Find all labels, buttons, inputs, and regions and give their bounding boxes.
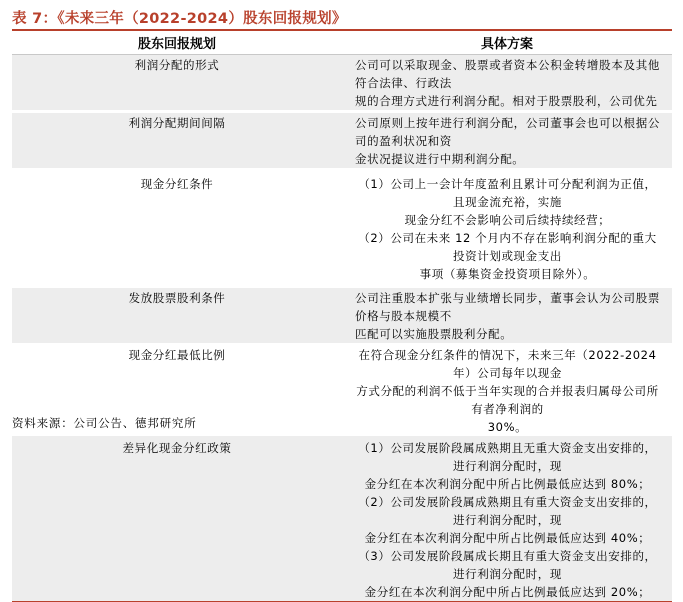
- content-line: 金分红在本次利润分配中所占比例最低应达到 20%；: [364, 584, 651, 599]
- content-line: 规的合理方式进行利润分配。相对于股票股利，公司优先: [355, 93, 658, 108]
- content-line: 金分红在本次利润分配中所占比例最低应达到 40%；: [364, 530, 651, 545]
- content-line: 方式分配的利润不低于当年实现的合并报表归属母公司所有者净利润的: [356, 383, 659, 416]
- row-label: 利润分配期间间隔: [12, 113, 342, 168]
- row-content: [342, 436, 672, 602]
- table-header-row: [12, 32, 672, 54]
- row-content: [342, 113, 672, 168]
- content-line: 金分红在本次利润分配中所占比例最低应达到 80%；: [364, 476, 651, 491]
- table-title: 表 7：《未来三年（2022-2024）股东回报规划》: [12, 11, 347, 27]
- row-label: 现金分红条件: [12, 168, 342, 288]
- table-row: [12, 288, 672, 343]
- header-plan-item: 股东回报规划: [12, 32, 342, 54]
- table-row: [12, 168, 672, 288]
- content-line: 在符合现金分红条件的情况下，未来三年（2022-2024 年）公司每年以现金: [358, 347, 657, 380]
- row-content: [342, 288, 672, 343]
- row-content: [342, 168, 672, 288]
- content-line: （1）公司上一会计年度盈利且累计可分配利润为正值，且现金流充裕，实施: [358, 176, 657, 209]
- table-row: [12, 436, 672, 602]
- title-rule: [12, 29, 672, 31]
- content-line: 现金分红不会影响公司后续持续经营；: [404, 212, 611, 227]
- table-row: [12, 113, 672, 168]
- row-label: 差异化现金分红政策: [12, 436, 342, 602]
- content-line: （2）公司发展阶段属成熟期且有重大资金支出安排的，进行利润分配时，现: [358, 494, 657, 527]
- source-note: 资料来源：公司公告、德邦研究所: [12, 416, 197, 430]
- content-line: 公司原则上按年进行利润分配，公司董事会也可以根据公司的盈利状况和资: [355, 115, 660, 148]
- content-line: 30%。: [487, 419, 528, 434]
- table-row: [12, 54, 672, 110]
- content-line: 金状况提议进行中期利润分配。: [355, 151, 525, 166]
- content-line: （1）公司发展阶段属成熟期且无重大资金支出安排的，进行利润分配时，现: [358, 440, 657, 473]
- header-plan-detail: 具体方案: [342, 32, 672, 54]
- row-content: [342, 54, 672, 110]
- row-content: [342, 343, 672, 436]
- content-line: （2）公司在未来 12 个月内不存在影响利润分配的重大投资计划或现金支出: [358, 230, 657, 263]
- row-label: 发放股票股利条件: [12, 288, 342, 343]
- row-label: 利润分配的形式: [12, 54, 342, 110]
- content-line: 匹配可以实施股票股利分配。: [355, 326, 513, 341]
- row-label: 现金分红最低比例: [12, 343, 342, 436]
- content-line: （3）公司发展阶段属成长期且有重大资金支出安排的，进行利润分配时，现: [358, 548, 657, 581]
- content-line: 公司可以采取现金、股票或者资本公积金转增股本及其他符合法律、行政法: [355, 57, 660, 90]
- content-line: 公司注重股本扩张与业绩增长同步，董事会认为公司股票价格与股本规模不: [355, 290, 660, 323]
- content-line: 事项（募集资金投资项目除外）。: [419, 266, 596, 281]
- dividend-plan-table: [12, 32, 672, 602]
